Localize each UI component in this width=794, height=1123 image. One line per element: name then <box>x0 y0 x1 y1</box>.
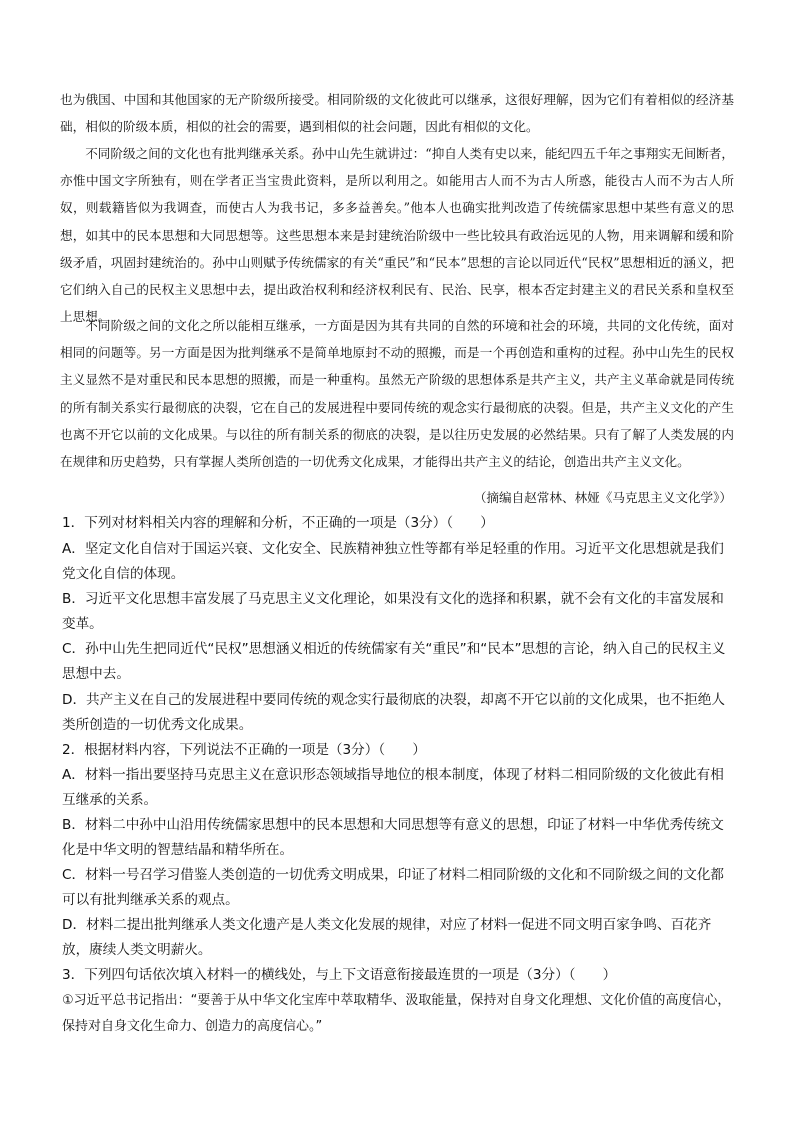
question-2-option-a: A．材料一指出要坚持马克思主义在意识形态领域指导地位的根本制度，体现了材料二相同阶级的文化彼此有相互继承的关系。 <box>62 767 724 809</box>
question-1-option-b: B．习近平文化思想丰富发展了马克思主义文化理论，如果没有文化的选择和积累，就不会有文化的丰富发展和变革。 <box>62 591 724 633</box>
question-2-option-c: C．材料一号召学习借鉴人类创造的一切优秀文明成果，印证了材料二相同阶级的文化和不同阶级之间的文化都可以有批判继承关系的观点。 <box>62 867 724 909</box>
passage-paragraph-continued: 也为俄国、中国和其他国家的无产阶级所接受。相同阶级的文化彼此可以继承，这很好理解，因为它们有着相似的经济基础，相似的阶级本质，相似的社会的需要，遇到相似的社会问题，因此有相似的文化。 <box>60 92 734 135</box>
question-3-item-1: ①习近平总书记指出：“要善于从中华文化宝库中萃取精华、汲取能量，保持对自身文化理想、文化价值的高度信心，保持对自身文化生命力、创造力的高度信心。” <box>62 993 731 1034</box>
question-2-option-b: B．材料二中孙中山沿用传统儒家思想中的民本思想和大同思想等有意义的思想，印证了材料一中华优秀传统文化是中华文明的智慧结晶和精华所在。 <box>62 817 724 859</box>
passage-paragraph-3: 不同阶级之间的文化之所以能相互继承，一方面是因为其有共同的自然的环境和社会的环境，共同的文化传统，面对相同的问题等。另一方面是因为批判继承不是简单地原封不动的照搬，而是一个再创造和重构的过程。孙中山先生的民权主义显然不是对重民和民本思想的照搬，而是一种重构。虽然无产阶级的思想体系是共产主义，共产主义革命就是同传统的所有制关系实行最彻底的决裂，它在自己的发展进程中要同传统的观念实行最彻底的决裂。但是，共产主义文化的产生也离不开它以前的文化成果。与以往的所有制关系的彻底的决裂，是以往历史发展的必然结果。只有了解了人类发展的内在规律和历史趋势，只有掌握人类所创造的一切优秀文化成果，才能得出共产主义的结论，创造出共产主义文化。 <box>60 318 734 470</box>
passage-source-citation: （摘编自赵常林、林娅《马克思主义文化学》） <box>473 490 732 505</box>
question-3-stem: 3．下列四句话依次填入材料一的横线处，与上下文语意衔接最连贯的一项是（3分）（ ） <box>62 967 617 983</box>
question-1-option-a: A．坚定文化自信对于国运兴衰、文化安全、民族精神独立性等都有举足轻重的作用。习近平文化思想就是我们党文化自信的体现。 <box>62 541 724 583</box>
question-1-option-c: C．孙中山先生把同近代“民权”思想涵义相近的传统儒家有关“重民”和“民本”思想的言论，纳入自己的民权主义思想中去。 <box>62 641 726 683</box>
question-2-stem: 2．根据材料内容，下列说法不正确的一项是（3分）（ ） <box>62 742 426 758</box>
question-1-stem: 1．下列对材料相关内容的理解和分析，不正确的一项是（3分）（ ） <box>62 515 494 531</box>
question-2-option-d: D．材料二提出批判继承人类文化遗产是人类文化发展的规律，对应了材料一促进不同文明百家争鸣、百花齐放，赓续人类文明薪火。 <box>62 917 712 959</box>
question-1-option-d: D．共产主义在自己的发展进程中要同传统的观念实行最彻底的决裂，却离不开它以前的文化成果，也不拒绝人类所创造的一切优秀文化成果。 <box>62 692 725 734</box>
passage-paragraph-2: 不同阶级之间的文化也有批判继承关系。孙中山先生就讲过：“抑自人类有史以来，能纪四五千年之事翔实无间断者，亦惟中国文字所独有，则在学者正当宝贵此资料，是所以利用之。如能用古人而不为古人所惑，能役古人而不为古人所奴，则载籍皆似为我调查，而使古人为我书记，多多益善矣。”他本人也确实批判改造了传统儒家思想中某些有意义的思想，如其中的民本思想和大同思想等。这些思想本来是封建统治阶级中一些比较具有政治远见的人物，用来调解和缓和阶级矛盾，巩固封建统治的。孙中山则赋予传统儒家的有关“重民”和“民本”思想的言论以同近代“民权”思想相近的涵义，把它们纳入自己的民权主义思想中去，提出政治权利和经济权利民有、民治、民享，根本否定封建主义的君民关系和皇权至上思想。 <box>60 146 734 325</box>
